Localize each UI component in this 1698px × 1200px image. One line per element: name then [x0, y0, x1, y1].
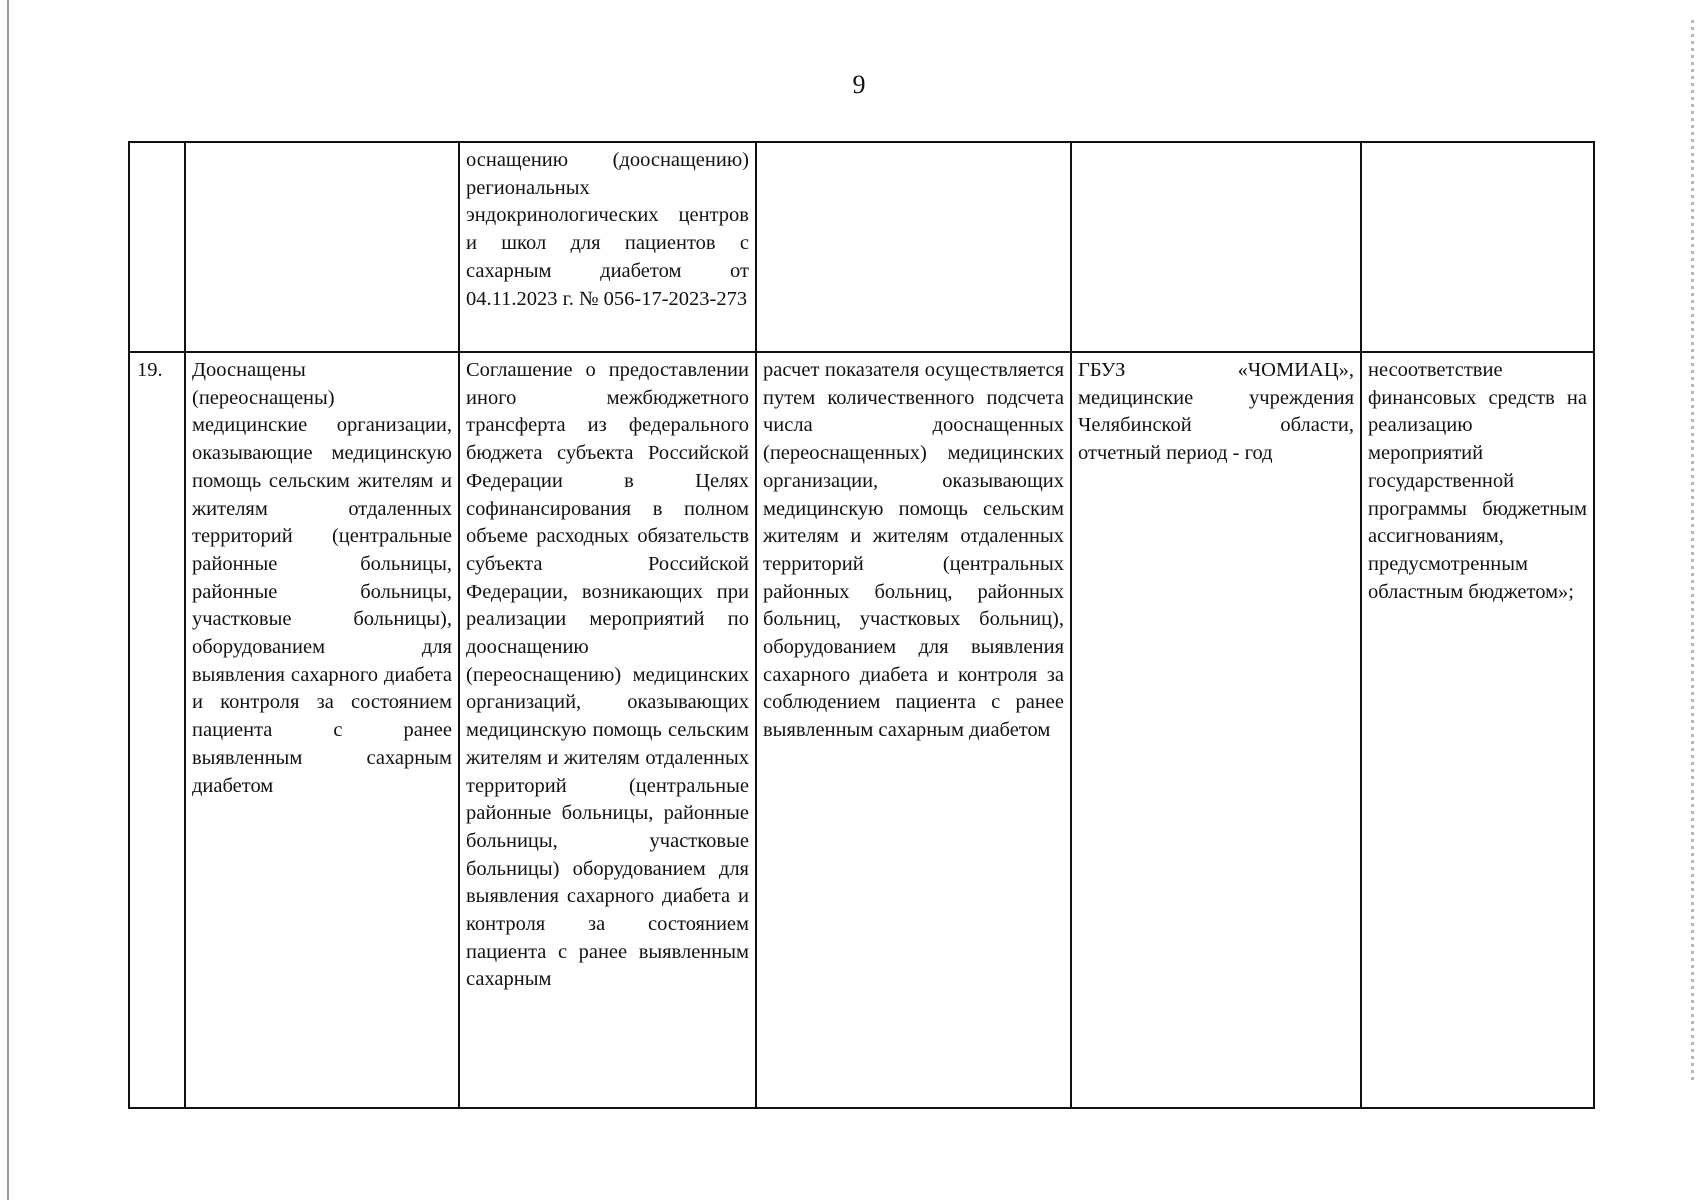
cell-risk	[1361, 142, 1594, 352]
scan-left-edge	[7, 0, 9, 1200]
basis-text: оснащению (дооснащению) региональных эндокринологических центров и школ для пациентов с сахарным диабетом от 04.11.2023 г. № 056-17-2023-273	[466, 149, 749, 310]
indicator-text: Дооснащены (переоснащены) медицинские организации, оказывающие медицинскую помощь сельским жителям и жителям отдаленных территорий (центральные районные больницы, районные больницы, участковые больницы), оборудованием для выявления сахарного диабета и контроля за состоянием пациента с ранее выявленным сахарным диабетом	[192, 359, 452, 797]
cell-number	[129, 142, 185, 352]
scan-right-edge	[1691, 20, 1694, 1080]
table-row-19	[129, 352, 1594, 1108]
cell-method	[756, 352, 1071, 1108]
cell-indicator	[185, 352, 459, 1108]
cell-risk	[1361, 352, 1594, 1108]
method-text: расчет показателя осуществляется путем количественного подсчета числа дооснащенных (переоснащенных) медицинских организации, оказывающих медицинскую помощь сельским жителям и жителям отдаленных территорий (центральных районных больниц, районных больниц, участковых больниц), оборудованием для выявления сахарного диабета и контроля за соблюдением пациента с ранее выявленным сахарным диабетом	[763, 359, 1064, 742]
cell-responsible	[1071, 142, 1361, 352]
cell-indicator	[185, 142, 459, 352]
cell-method	[756, 142, 1071, 352]
basis-text: Соглашение о предоставлении иного межбюджетного трансферта из федерального бюджета субъекта Российской Федерации в Целях софинансирования в полном объеме расходных обязательств субъекта Российской Федерации, возникающих при реализации мероприятий по дооснащению (переоснащению) медицинских организаций, оказывающих медицинскую помощь сельским жителям и жителям отдаленных территорий (центральные районные больницы, районные больницы, участковые больницы) оборудованием для выявления сахарного диабета и контроля за состоянием пациента с ранее выявленным сахарным	[466, 359, 749, 991]
row-number-text: 19.	[137, 359, 163, 381]
risk-text: несоответствие финансовых средств на реализацию мероприятий государственной программы бюджетным ассигнованиям, предусмотренным областным бюджетом»;	[1368, 359, 1587, 603]
measures-table	[128, 141, 1595, 1109]
cell-basis	[459, 352, 756, 1108]
cell-basis	[459, 142, 756, 352]
table-row-continuation	[129, 142, 1594, 352]
responsible-text: ГБУЗ «ЧОМИАЦ», медицинские учреждения Челябинской области, отчетный период - год	[1078, 359, 1354, 465]
page-number: 9	[852, 70, 866, 99]
cell-responsible	[1071, 352, 1361, 1108]
cell-number	[129, 352, 185, 1108]
